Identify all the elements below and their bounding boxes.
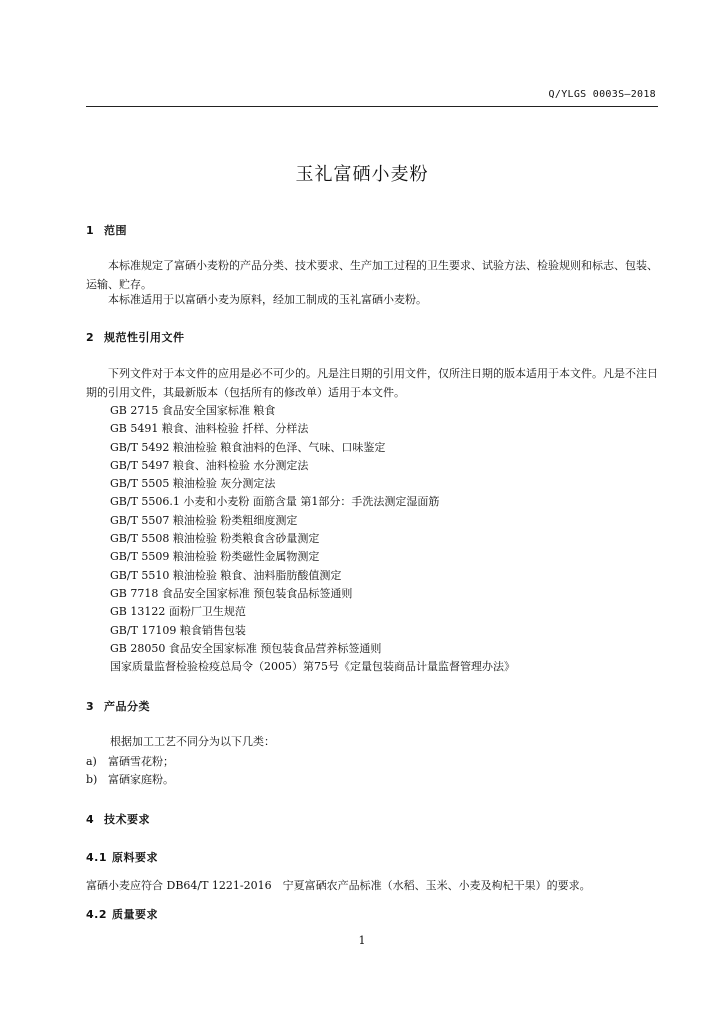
reference-item: GB/T 5505 粮油检验 灰分测定法 [110,477,276,491]
item-text: 富硒雪花粉； [108,755,174,768]
reference-item: GB 7718 食品安全国家标准 预包装食品标签通则 [110,586,353,600]
reference-item: GB 5491 粮食、油料检验 扦样、分样法 [110,422,309,436]
document-title: 玉礼富硒小麦粉 [295,164,429,185]
section-number: 4.2 [86,908,107,921]
reference-item: GB/T 5507 粮油检验 粉类粗细度测定 [110,513,298,527]
reference-item: GB/T 5509 粮油检验 粉类磁性金属物测定 [110,550,320,564]
section-title: 范围 [104,224,127,237]
item-text: 富硒家庭粉。 [108,773,174,786]
classification-item-b [86,771,174,787]
item-label: a) [86,755,97,768]
section-number: 1 [86,224,95,237]
page-number: 1 [358,934,366,947]
reference-item: GB/T 5492 粮油检验 粮食油料的色泽、气味、口味鉴定 [110,440,386,454]
reference-item: GB 2715 食品安全国家标准 粮食 [110,404,276,417]
reference-list [110,402,515,676]
section-4-heading [86,811,150,827]
reference-item: GB 13122 面粉厂卫生规范 [110,605,246,619]
reference-item: GB/T 5506.1 小麦和小麦粉 面筋含量 第1部分：手洗法测定湿面筋 [110,495,440,509]
section-4-2-heading [86,906,158,922]
raw-material-requirement: 富硒小麦应符合 DB64/T 1221-2016 宁夏富硒农产品标准（水稻、玉米、小麦及枸杞干果）的要求。 [86,879,591,892]
reference-item: GB 28050 食品安全国家标准 预包装食品营养标签通则 [110,641,382,655]
scope-paragraph-1: 本标准规定了富硒小麦粉的产品分类、技术要求、生产加工过程的卫生要求、试验方法、检验规则和标志、包装、运输、贮存。 [86,259,658,291]
scope-paragraph-2: 本标准适用于以富硒小麦为原料，经加工制成的玉礼富硒小麦粉。 [108,293,427,306]
reference-item: 国家质量监督检验检疫总局令（2005）第75号《定量包装商品计量监督管理办法》 [110,660,515,674]
document-code: Q/YLGS 0003S—2018 [548,89,656,100]
section-1-heading [86,222,127,238]
reference-item: GB/T 5508 粮油检验 粉类粮食含砂量测定 [110,532,320,546]
section-title: 质量要求 [112,908,158,921]
section-number: 4.1 [86,851,107,864]
section-number: 4 [86,813,95,826]
section-4-1-heading [86,849,158,865]
section-2-heading [86,329,185,345]
section-title: 技术要求 [104,813,150,826]
classification-item-a [86,753,174,769]
header-rule [86,106,658,107]
reference-item: GB/T 17109 粮食销售包装 [110,623,246,637]
section-title: 产品分类 [104,700,150,713]
section-title: 规范性引用文件 [104,331,185,344]
classification-intro: 根据加工工艺不同分为以下几类： [110,735,275,748]
section-number: 2 [86,331,95,344]
item-label: b) [86,773,98,786]
references-intro: 下列文件对于本文件的应用是必不可少的。凡是注日期的引用文件，仅所注日期的版本适用于本文件。凡是不注日期的引用文件，其最新版本（包括所有的修改单）适用于本文件。 [86,367,658,399]
reference-item: GB/T 5510 粮油检验 粮食、油料脂肪酸值测定 [110,568,342,582]
section-number: 3 [86,700,95,713]
section-3-heading [86,698,150,714]
reference-item: GB/T 5497 粮食、油料检验 水分测定法 [110,458,309,472]
section-title: 原料要求 [112,851,158,864]
